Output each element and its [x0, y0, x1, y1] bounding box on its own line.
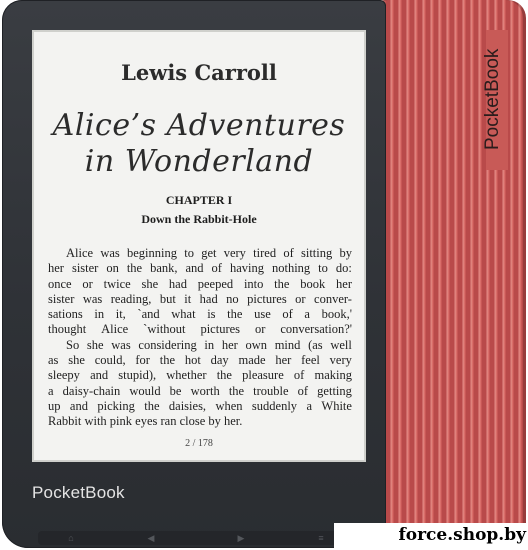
word: hot — [184, 353, 201, 368]
text-line — [48, 277, 352, 292]
word: very — [329, 353, 352, 368]
word: sations — [48, 307, 83, 322]
word: suddenly — [251, 398, 298, 413]
word: her — [275, 353, 292, 368]
word: a — [304, 307, 310, 322]
word: considering — [138, 337, 197, 352]
word: bank, — [150, 261, 178, 276]
word: into — [243, 276, 264, 291]
word: mind — [274, 337, 301, 352]
word: in — [94, 307, 105, 322]
word: sister — [71, 261, 99, 276]
word: as — [48, 353, 59, 368]
word: is — [207, 307, 216, 322]
word: book — [300, 276, 326, 291]
word: of — [297, 383, 309, 398]
word: whether — [166, 368, 207, 383]
word: the — [126, 261, 143, 276]
word: in — [204, 337, 215, 352]
word: `and — [137, 307, 160, 322]
word: to — [184, 246, 194, 260]
word: feel — [301, 353, 320, 368]
word: pictures — [200, 322, 241, 337]
word: sitting — [300, 246, 333, 260]
word: the — [216, 368, 232, 383]
word: had — [168, 276, 187, 291]
word: was — [111, 337, 131, 352]
word: getting — [317, 383, 352, 398]
word: her — [221, 337, 238, 352]
word: she — [141, 276, 159, 291]
word: get — [201, 246, 217, 260]
word: conversation?' — [280, 322, 352, 337]
word: by — [339, 246, 352, 260]
word: her — [48, 261, 64, 276]
text-line — [48, 246, 352, 261]
word: and — [185, 261, 204, 276]
watermark-text: force.shop.by — [398, 525, 526, 545]
text-line — [48, 368, 352, 383]
word: be — [169, 383, 182, 398]
word: or — [82, 276, 93, 291]
text-line — [48, 338, 352, 353]
text-line — [48, 384, 352, 399]
word: the — [144, 398, 160, 413]
word: sleepy — [48, 368, 80, 383]
word: of — [211, 261, 222, 276]
front-brand-logo: PocketBook — [32, 483, 125, 502]
spine-brand-logo: PocketBook — [482, 48, 503, 150]
word: of — [283, 246, 294, 260]
watermark — [334, 523, 528, 548]
word: stupid), — [118, 368, 157, 383]
chapter-title: Down the Rabbit-Hole — [141, 212, 257, 226]
word: thought — [48, 322, 87, 337]
word: peeped — [197, 276, 234, 291]
word: do: — [335, 261, 352, 276]
word: having — [229, 261, 264, 276]
word: what — [171, 307, 196, 322]
page-indicator: 2 / 178 — [185, 438, 213, 449]
text-line — [48, 292, 352, 307]
word: no — [226, 291, 239, 306]
book-author: Lewis Carroll — [121, 60, 277, 85]
word: own — [245, 337, 268, 352]
word: her — [336, 276, 352, 291]
word: had — [199, 291, 218, 306]
text-line — [48, 261, 352, 276]
word: of — [293, 368, 305, 383]
word: when — [215, 398, 243, 413]
word: well — [330, 337, 352, 352]
text-line — [48, 414, 352, 429]
word: once — [48, 276, 72, 291]
word: Alice — [66, 246, 94, 260]
word: and — [69, 398, 88, 413]
word: a — [306, 398, 313, 413]
book-body-text — [48, 246, 352, 430]
word: book,' — [321, 307, 352, 322]
word: twice — [103, 276, 131, 291]
word: to — [318, 261, 328, 276]
word: very — [223, 246, 246, 260]
back-icon[interactable]: ◀ — [147, 533, 155, 543]
word: but — [159, 291, 176, 306]
word: sister — [48, 291, 75, 306]
word: making — [314, 368, 352, 383]
word: daisies, — [168, 398, 207, 413]
word: White — [321, 398, 352, 413]
word: a — [48, 383, 54, 398]
book-title-line-2: in Wonderland — [84, 144, 314, 179]
hardware-button-bar — [38, 531, 352, 545]
word: it — [184, 291, 192, 306]
word: on — [106, 261, 119, 276]
word: of — [282, 307, 293, 322]
word: the — [227, 307, 243, 322]
word: worth — [190, 383, 220, 398]
word: it, — [115, 307, 126, 322]
word: day — [210, 353, 229, 368]
word: reading, — [110, 291, 152, 306]
text-line — [48, 307, 352, 322]
forward-icon[interactable]: ▶ — [237, 533, 245, 543]
word: or — [295, 291, 306, 306]
device-front-bezel — [2, 0, 386, 548]
word: pleasure — [242, 368, 284, 383]
word: Alice — [101, 322, 129, 337]
text-line — [48, 322, 352, 337]
word: and — [90, 368, 109, 383]
word: nothing — [271, 261, 311, 276]
word: would — [129, 383, 161, 398]
word: made — [238, 353, 266, 368]
word: So — [66, 337, 80, 352]
word: trouble — [253, 383, 289, 398]
word: the — [228, 383, 245, 398]
word: the — [274, 276, 290, 291]
word: daisy-chain — [62, 383, 121, 398]
device-spine — [378, 0, 526, 548]
word: (as — [308, 337, 323, 352]
eink-screen[interactable] — [32, 30, 366, 462]
word: beginning — [127, 246, 177, 260]
word: could, — [94, 353, 126, 368]
word: conver- — [314, 291, 352, 306]
text-line — [48, 353, 352, 368]
word: for — [135, 353, 150, 368]
word: picking — [97, 398, 135, 413]
word: she — [86, 337, 104, 352]
home-icon[interactable]: ⌂ — [68, 533, 74, 543]
menu-icon[interactable]: ≡ — [318, 533, 324, 543]
word: she — [68, 353, 85, 368]
word: use — [254, 307, 271, 322]
chapter-number: CHAPTER I — [165, 193, 233, 207]
word: was — [82, 291, 103, 306]
word: or — [254, 322, 266, 337]
word: `without — [143, 322, 186, 337]
ereader-device — [2, 0, 526, 548]
book-title-line-1: Alice’s Adventures — [52, 108, 346, 143]
word: pictures — [247, 291, 287, 306]
word: tired — [253, 246, 277, 260]
text-line-content: Rabbit with pink eyes ran close by her. — [48, 414, 243, 429]
text-line — [48, 399, 352, 414]
word: the — [159, 353, 176, 368]
word: up — [48, 398, 61, 413]
word: was — [100, 246, 120, 260]
